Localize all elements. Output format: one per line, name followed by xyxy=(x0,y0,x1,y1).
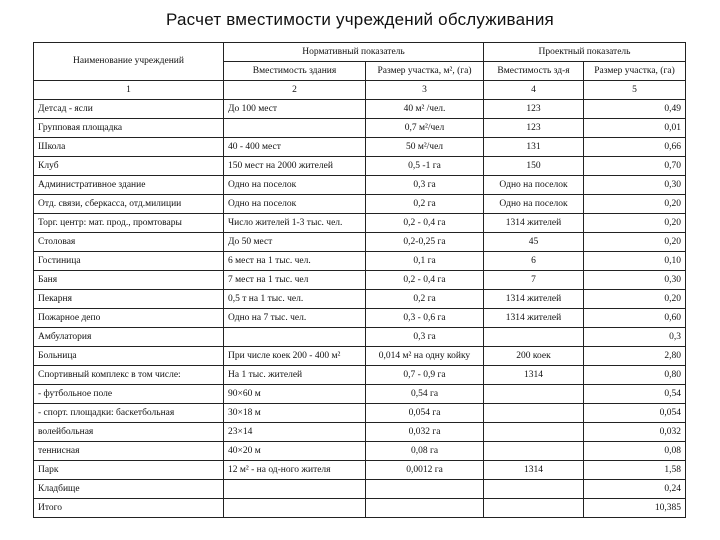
table-row xyxy=(34,309,686,328)
cell-proj-capacity: 1314 жителей xyxy=(484,290,584,309)
cell-norm-area: 0,54 га xyxy=(366,385,484,404)
column-number: 5 xyxy=(584,81,686,100)
cell-norm-area: 0,0012 га xyxy=(366,461,484,480)
cell-norm-area: 0,5 -1 га xyxy=(366,157,484,176)
cell-norm-area: 0,2 га xyxy=(366,290,484,309)
cell-name: Гостиница xyxy=(34,252,224,271)
cell-proj-area: 0,10 xyxy=(584,252,686,271)
cell-norm-capacity: До 100 мест xyxy=(224,100,366,119)
cell-norm-capacity: Число жителей 1-3 тыс. чел. xyxy=(224,214,366,233)
table-row xyxy=(34,271,686,290)
header-row-numbers xyxy=(34,81,686,100)
cell-norm-capacity xyxy=(224,328,366,347)
cell-proj-area: 0,08 xyxy=(584,442,686,461)
cell-norm-area xyxy=(366,480,484,499)
cell-proj-area: 0,54 xyxy=(584,385,686,404)
table-row xyxy=(34,442,686,461)
cell-proj-capacity: 45 xyxy=(484,233,584,252)
cell-name: Баня xyxy=(34,271,224,290)
cell-norm-area: 0,2 га xyxy=(366,195,484,214)
cell-proj-area: 0,66 xyxy=(584,138,686,157)
cell-norm-area: 0,054 га xyxy=(366,404,484,423)
cell-proj-capacity: 200 коек xyxy=(484,347,584,366)
cell-proj-capacity: 1314 xyxy=(484,461,584,480)
table-row xyxy=(34,100,686,119)
table-row xyxy=(34,366,686,385)
cell-norm-capacity: 40×20 м xyxy=(224,442,366,461)
cell-norm-area: 0,7 м²/чел xyxy=(366,119,484,138)
cell-name: Пекарня xyxy=(34,290,224,309)
cell-proj-capacity xyxy=(484,404,584,423)
cell-norm-capacity: Одно на поселок xyxy=(224,195,366,214)
cell-norm-capacity: Одно на 7 тыс. чел. xyxy=(224,309,366,328)
cell-name: Парк xyxy=(34,461,224,480)
cell-norm-area: 0,3 - 0,6 га xyxy=(366,309,484,328)
cell-name: теннисная xyxy=(34,442,224,461)
table-row xyxy=(34,328,686,347)
cell-proj-area: 1,58 xyxy=(584,461,686,480)
cell-norm-area: 50 м²/чел xyxy=(366,138,484,157)
cell-norm-area: 0,3 га xyxy=(366,328,484,347)
header-sub: Размер участка, (га) xyxy=(584,62,686,81)
table-row xyxy=(34,119,686,138)
cell-norm-capacity xyxy=(224,119,366,138)
cell-name: Итого xyxy=(34,499,224,518)
cell-proj-area: 0,60 xyxy=(584,309,686,328)
cell-proj-area: 10,385 xyxy=(584,499,686,518)
cell-name: Административное здание xyxy=(34,176,224,195)
cell-norm-area: 0,7 - 0,9 га xyxy=(366,366,484,385)
column-number: 4 xyxy=(484,81,584,100)
table-row xyxy=(34,233,686,252)
cell-proj-capacity: Одно на поселок xyxy=(484,195,584,214)
cell-proj-area: 0,30 xyxy=(584,271,686,290)
cell-proj-capacity: 123 xyxy=(484,100,584,119)
cell-norm-capacity: 7 мест на 1 тыс. чел xyxy=(224,271,366,290)
table-row xyxy=(34,252,686,271)
cell-name: Отд. связи, сберкасса, отд.милиции xyxy=(34,195,224,214)
header-project: Проектный показатель xyxy=(484,43,686,62)
column-number: 3 xyxy=(366,81,484,100)
table-row xyxy=(34,423,686,442)
table-row xyxy=(34,290,686,309)
cell-proj-capacity: 1314 жителей xyxy=(484,214,584,233)
cell-proj-capacity xyxy=(484,480,584,499)
cell-name: Школа xyxy=(34,138,224,157)
cell-norm-capacity: 23×14 xyxy=(224,423,366,442)
table-row xyxy=(34,347,686,366)
cell-name: Детсад - ясли xyxy=(34,100,224,119)
cell-proj-area: 0,20 xyxy=(584,233,686,252)
cell-name: Столовая xyxy=(34,233,224,252)
cell-norm-area: 0,2 - 0,4 га xyxy=(366,271,484,290)
cell-proj-area: 0,3 xyxy=(584,328,686,347)
cell-proj-area: 0,032 xyxy=(584,423,686,442)
cell-name: Пожарное депо xyxy=(34,309,224,328)
cell-norm-area: 0,1 га xyxy=(366,252,484,271)
cell-proj-area: 0,054 xyxy=(584,404,686,423)
table-row xyxy=(34,138,686,157)
table-row xyxy=(34,176,686,195)
cell-name: Торг. центр: мат. прод., промтовары xyxy=(34,214,224,233)
table-row xyxy=(34,195,686,214)
cell-proj-capacity: 1314 жителей xyxy=(484,309,584,328)
table-row xyxy=(34,385,686,404)
cell-name: - спорт. площадки: баскетбольная xyxy=(34,404,224,423)
cell-norm-area xyxy=(366,499,484,518)
cell-name: Кладбище xyxy=(34,480,224,499)
cell-norm-capacity xyxy=(224,499,366,518)
cell-proj-capacity: 131 xyxy=(484,138,584,157)
capacity-table xyxy=(33,42,686,518)
cell-name: Групповая площадка xyxy=(34,119,224,138)
cell-proj-area: 0,49 xyxy=(584,100,686,119)
cell-norm-capacity: 6 мест на 1 тыс. чел. xyxy=(224,252,366,271)
cell-proj-capacity: 1314 xyxy=(484,366,584,385)
cell-proj-area: 0,70 xyxy=(584,157,686,176)
cell-norm-area: 0,2-0,25 га xyxy=(366,233,484,252)
cell-norm-capacity: При числе коек 200 - 400 м² xyxy=(224,347,366,366)
cell-name: - футбольное поле xyxy=(34,385,224,404)
cell-name: Клуб xyxy=(34,157,224,176)
cell-norm-area: 0,2 - 0,4 га xyxy=(366,214,484,233)
cell-norm-area: 0,032 га xyxy=(366,423,484,442)
cell-norm-capacity xyxy=(224,480,366,499)
cell-proj-area: 0,01 xyxy=(584,119,686,138)
cell-norm-area: 40 м² /чел. xyxy=(366,100,484,119)
cell-norm-capacity: До 50 мест xyxy=(224,233,366,252)
cell-proj-capacity xyxy=(484,442,584,461)
table-row xyxy=(34,480,686,499)
cell-norm-capacity: 40 - 400 мест xyxy=(224,138,366,157)
table-row xyxy=(34,499,686,518)
cell-proj-area: 0,24 xyxy=(584,480,686,499)
cell-proj-area: 0,20 xyxy=(584,214,686,233)
cell-norm-area: 0,014 м² на одну койку xyxy=(366,347,484,366)
table-row xyxy=(34,461,686,480)
cell-norm-capacity: На 1 тыс. жителей xyxy=(224,366,366,385)
cell-proj-capacity: 6 xyxy=(484,252,584,271)
header-name-col: Наименование учреждений xyxy=(34,43,224,81)
cell-proj-capacity: 7 xyxy=(484,271,584,290)
cell-proj-capacity xyxy=(484,328,584,347)
page-title: Расчет вместимости учреждений обслуживания xyxy=(166,10,554,29)
cell-proj-capacity xyxy=(484,385,584,404)
header-sub: Вместимость зд-я xyxy=(484,62,584,81)
cell-proj-area: 0,30 xyxy=(584,176,686,195)
cell-name: волейбольная xyxy=(34,423,224,442)
table-row xyxy=(34,404,686,423)
cell-norm-capacity: Одно на поселок xyxy=(224,176,366,195)
cell-name: Амбулатория xyxy=(34,328,224,347)
header-row-group xyxy=(34,43,686,62)
cell-proj-capacity: Одно на поселок xyxy=(484,176,584,195)
cell-name: Спортивный комплекс в том числе: xyxy=(34,366,224,385)
table-row xyxy=(34,157,686,176)
cell-norm-capacity: 90×60 м xyxy=(224,385,366,404)
cell-proj-capacity: 150 xyxy=(484,157,584,176)
header-normative: Нормативный показатель xyxy=(224,43,484,62)
cell-norm-capacity: 30×18 м xyxy=(224,404,366,423)
cell-proj-area: 0,20 xyxy=(584,290,686,309)
cell-proj-area: 2,80 xyxy=(584,347,686,366)
cell-proj-capacity xyxy=(484,423,584,442)
header-sub: Размер участка, м², (га) xyxy=(366,62,484,81)
cell-norm-capacity: 0,5 т на 1 тыс. чел. xyxy=(224,290,366,309)
cell-proj-area: 0,20 xyxy=(584,195,686,214)
cell-proj-area: 0,80 xyxy=(584,366,686,385)
cell-norm-area: 0,08 га xyxy=(366,442,484,461)
cell-norm-capacity: 12 м² - на од-ного жителя xyxy=(224,461,366,480)
cell-norm-capacity: 150 мест на 2000 жителей xyxy=(224,157,366,176)
column-number: 1 xyxy=(34,81,224,100)
column-number: 2 xyxy=(224,81,366,100)
cell-norm-area: 0,3 га xyxy=(366,176,484,195)
cell-proj-capacity: 123 xyxy=(484,119,584,138)
cell-proj-capacity xyxy=(484,499,584,518)
table-row xyxy=(34,214,686,233)
header-sub: Вместимость здания xyxy=(224,62,366,81)
cell-name: Больница xyxy=(34,347,224,366)
